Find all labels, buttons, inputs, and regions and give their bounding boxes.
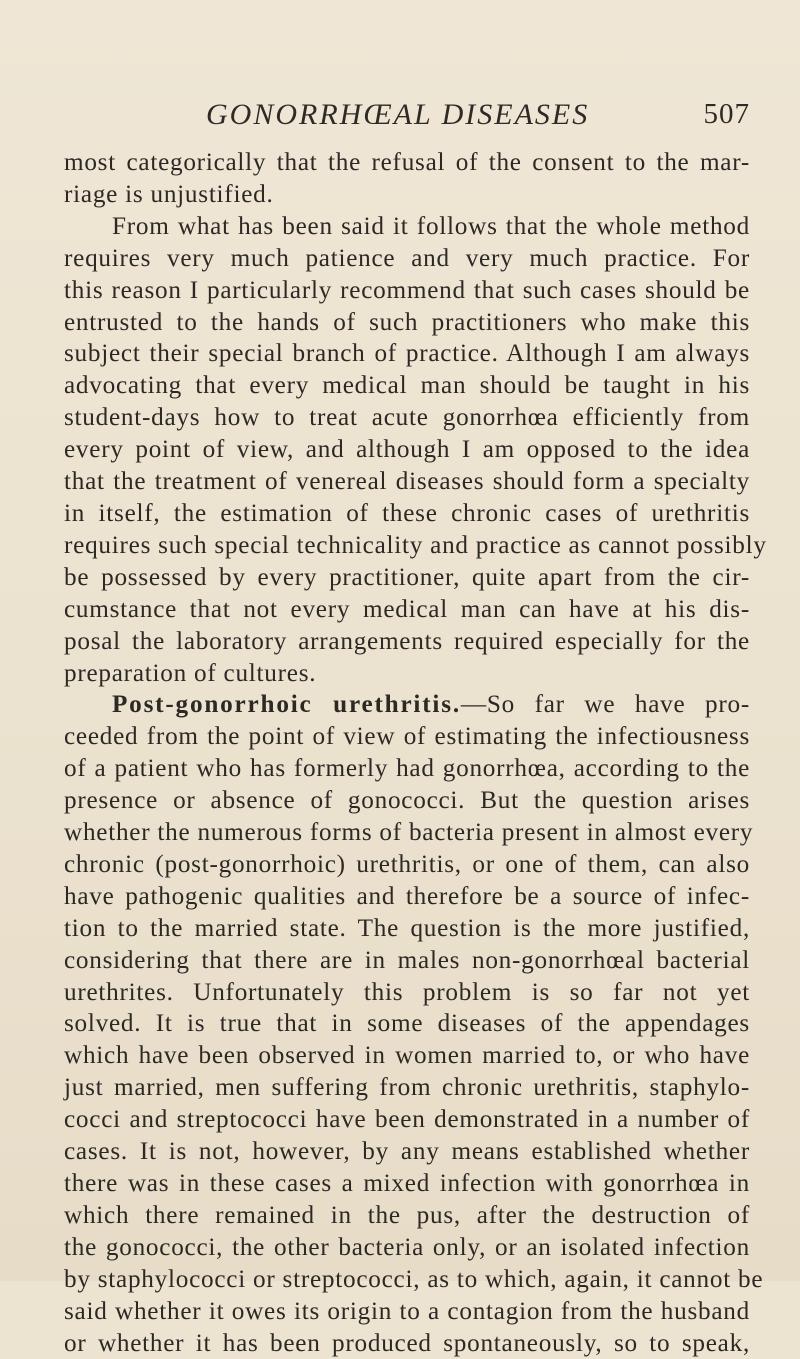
text-line: this reason I particularly recommend that such cases should be: [64, 276, 750, 304]
body-text: [64, 147, 767, 1359]
text-line: whether the numerous forms of bacteria present in almost every: [64, 819, 754, 847]
text-line: requires very much patience and very much practice. For: [64, 244, 750, 272]
text-line: cumstance that not every medical man can have at his dis-: [64, 595, 750, 623]
text-line: ceeded from the point of view of estimating the infectiousness: [64, 723, 750, 751]
text-line: that the treatment of venereal diseases should form a specialty: [64, 468, 750, 496]
text-line: there was in these cases a mixed infection with gonorrhœa in: [64, 1170, 750, 1197]
page-header: [0, 98, 800, 138]
text-line: said whether it owes its origin to a contagion from the husband: [64, 1297, 750, 1325]
text-line: presence or absence of gonococci. But the question arises: [64, 787, 750, 815]
text-line: requires such special technicality and practice as cannot possibly: [64, 531, 767, 559]
text-line: subject their special branch of practice. Although I am always: [64, 340, 750, 368]
section-heading: Post-gonorrhoic urethritis.: [112, 691, 461, 719]
text-line: just married, men suffering from chronic urethritis, staphylo-: [64, 1074, 750, 1102]
page-number: 507: [703, 98, 750, 130]
text-line: posal the laboratory arrangements required especially for the: [64, 627, 750, 655]
section-first-line-text: —So far we have pro-: [460, 691, 750, 719]
text-line: which have been observed in women married to, or who have: [64, 1042, 750, 1070]
text-line: entrusted to the hands of such practitioners who make this: [64, 308, 750, 336]
text-line: cocci and streptococci have been demonstrated in a number of: [64, 1106, 750, 1134]
text-line: urethrites. Unfortunately this problem is so far not yet: [64, 978, 750, 1006]
text-line: or whether it has been produced spontaneously, so to speak,: [64, 1329, 750, 1357]
text-line: in itself, the estimation of these chronic cases of urethritis: [64, 499, 750, 527]
text-line: be possessed by every practitioner, quite apart from the cir-: [64, 563, 750, 591]
text-line: From what has been said it follows that the whole method: [112, 212, 750, 240]
text-line: tion to the married state. The question is the more justified,: [64, 914, 750, 942]
text-line: chronic (post-gonorrhoic) urethritis, or one of them, can also: [64, 850, 750, 878]
text-line: riage is unjustified.: [64, 180, 274, 208]
text-line: have pathogenic qualities and therefore be a source of infec-: [64, 882, 750, 910]
text-line: most categorically that the refusal of the consent to the mar-: [64, 149, 750, 176]
text-line: of a patient who has formerly had gonorrhœa, according to the: [64, 755, 750, 783]
text-line: considering that there are in males non-gonorrhœal bacterial: [64, 946, 750, 974]
text-line: advocating that every medical man should be taught in his: [64, 372, 750, 400]
text-line: solved. It is true that in some diseases of the appendages: [64, 1010, 750, 1038]
section-first-line: [64, 689, 750, 721]
text-line: cases. It is not, however, by any means established whether: [64, 1138, 750, 1166]
text-line: student-days how to treat acute gonorrhœa efficiently from: [64, 404, 750, 432]
text-line: which there remained in the pus, after the destruction of: [64, 1201, 750, 1229]
text-line: every point of view, and although I am opposed to the idea: [64, 436, 750, 464]
text-line: preparation of cultures.: [64, 659, 317, 687]
text-line: the gonococci, the other bacteria only, or an isolated infection: [64, 1233, 750, 1261]
text-line: by staphylococci or streptococci, as to which, again, it cannot be: [64, 1265, 764, 1293]
running-head: GONORRHŒAL DISEASES: [206, 98, 590, 131]
